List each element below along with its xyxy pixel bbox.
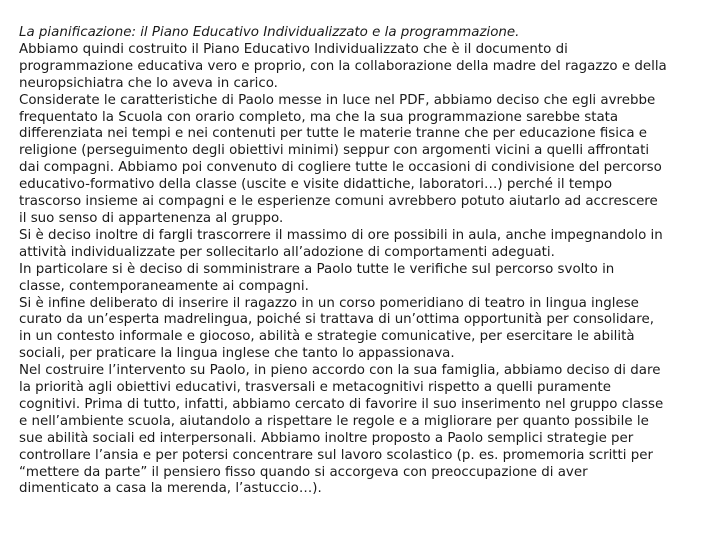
text-line: In particolare si è deciso di somministrare a Paolo tutte le verifiche sul percorso svolto in	[19, 261, 615, 277]
text-line: classe, contemporaneamente ai compagni.	[19, 278, 309, 294]
text-line: Si è infine deliberato di inserire il ragazzo in un corso pomeridiano di teatro in lingua inglese	[19, 295, 639, 311]
text-line: controllare l’ansia e per potersi concentrare sul lavoro scolastico (p. es. promemoria scritti per	[19, 447, 654, 463]
text-line: il suo senso di appartenenza al gruppo.	[19, 210, 284, 226]
text-line: in un contesto informale e giocoso, abilità e strategie comunicative, per esercitare le abilità	[19, 329, 635, 345]
text-line: trascorso insieme ai compagni e le esperienze comuni avrebbero potuto aiutarlo ad accrescere	[19, 194, 658, 210]
text-line: sue abilità sociali ed interpersonali. Abbiamo inoltre proposto a Paolo semplici strategie per	[19, 430, 634, 446]
document-title: La pianificazione: il Piano Educativo Individualizzato e la programmazione.	[19, 25, 520, 40]
text-line: dai compagni. Abbiamo poi convenuto di cogliere tutte le occasioni di condivisione del percorso	[19, 160, 662, 176]
text-line: la priorità agli obiettivi educativi, trasversali e metacognitivi rispetto a quelli puramente	[19, 380, 611, 396]
text-line: programmazione educativa vero e proprio, con la collaborazione della madre del ragazzo e della	[19, 58, 667, 74]
text-line: curato da un’esperta madrelingua, poiché si trattava di un’ottima opportunità per consolidare,	[19, 312, 654, 328]
text-line: Nel costruire l’intervento su Paolo, in pieno accordo con la sua famiglia, abbiamo deciso di dare	[19, 363, 661, 379]
text-line: dimenticato a casa la merenda, l’astuccio…).	[19, 481, 322, 497]
text-line: differenziata nei tempi e nei contenuti per tutte le materie tranne che per educazione fisica e	[19, 126, 648, 142]
text-line: religione (perseguimento degli obiettivi minimi) seppur con argomenti vicini a quelli affrontati	[19, 143, 650, 159]
text-line: Abbiamo quindi costruito il Piano Educativo Individualizzato che è il documento di	[19, 41, 568, 57]
text-line: e nell’ambiente scuola, aiutandolo a rispettare le regole e a migliorare per quanto possibile le	[19, 413, 649, 429]
text-line: sociali, per praticare la lingua inglese che tanto lo appassionava.	[19, 346, 455, 362]
text-line: Considerate le caratteristiche di Paolo messe in luce nel PDF, abbiamo deciso che egli avrebbe	[19, 92, 656, 108]
text-line: “mettere da parte” il pensiero fisso quando si accorgeva con preoccupazione di aver	[19, 464, 588, 480]
text-line: educativo-formativo della classe (uscite e visite didattiche, laboratori…) perché il tempo	[19, 177, 613, 193]
text-line: Si è deciso inoltre di fargli trascorrere il massimo di ore possibili in aula, anche impegnandolo in	[19, 227, 663, 243]
text-line: cognitivi. Prima di tutto, infatti, abbiamo cercato di favorire il suo inserimento nel gruppo classe	[19, 396, 664, 412]
text-line: attività individualizzate per sollecitarlo all’adozione di comportamenti adeguati.	[19, 244, 555, 260]
document-body	[19, 25, 709, 498]
text-line: neuropsichiatra che lo aveva in carico.	[19, 75, 278, 91]
text-line: frequentato la Scuola con orario completo, ma che la sua programmazione sarebbe stata	[19, 109, 619, 125]
